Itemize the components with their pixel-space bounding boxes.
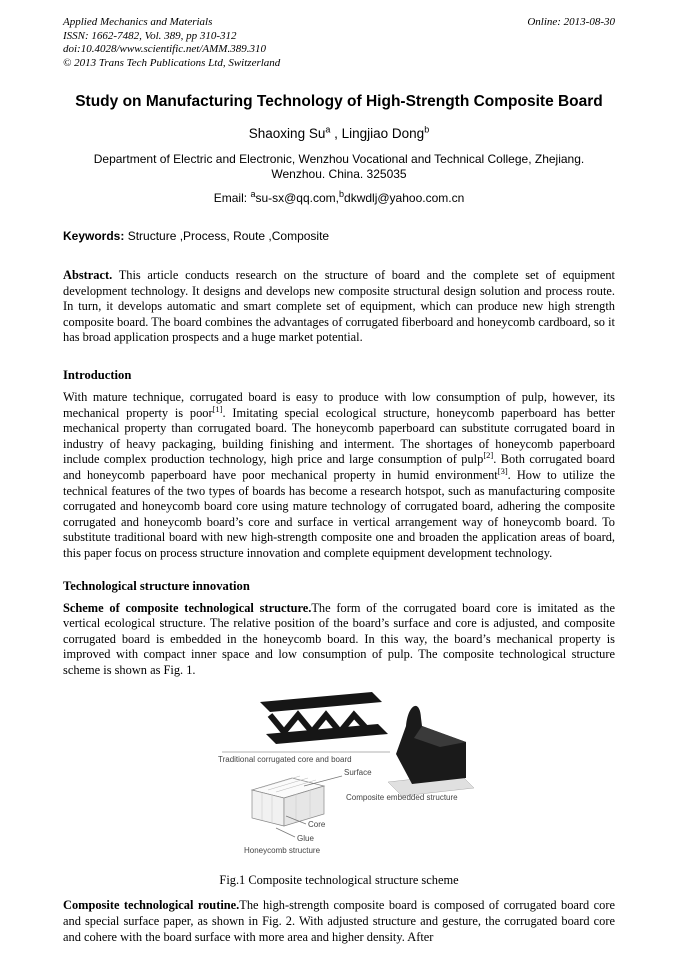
citation-ref-3: [3] bbox=[497, 465, 508, 476]
figure-1-caption: Fig.1 Composite technological structure scheme bbox=[219, 873, 459, 888]
abstract-label: Abstract. bbox=[63, 268, 113, 282]
email-a-mark: a bbox=[250, 189, 256, 199]
journal-issn: ISSN: 1662-7482, Vol. 389, pp 310-312 bbox=[63, 29, 237, 42]
journal-name: Applied Mechanics and Materials bbox=[63, 16, 213, 28]
scheme-text: The form of the corrugated board core is imitated as the vertical ecological structure. The relative position of the board’s surface and core is adjusted, and composite corrugated board is embedded in the honeycomb board. In this way, the board’s mechanical property is improved with compact inner space and low consumption of pulp. The composite technological structure scheme is shown as Fig. 1. bbox=[63, 600, 615, 677]
email-b-mark: b bbox=[339, 189, 345, 199]
corrugated-board-illustration bbox=[222, 692, 390, 752]
intro-text-3: . Both corrugated board and honeycomb paperboard have poor mechanical property in humid environment bbox=[63, 452, 615, 482]
online-date: Online: 2013-08-30 bbox=[527, 16, 615, 28]
section-heading-tech-structure: Technological structure innovation bbox=[63, 578, 250, 593]
figure-label-traditional: Traditional corrugated core and board bbox=[218, 755, 352, 765]
citation-ref-1: [1] bbox=[212, 403, 223, 414]
journal-copyright: © 2013 Trans Tech Publications Ltd, Switzerland bbox=[63, 56, 281, 69]
routine-text: The high-strength composite board is composed of corrugated board core and special surface paper, as shown in Fig. 2. With adjusted structure and gesture, the corrugated board core and cohere with the board surface with more area and higher density. After bbox=[63, 898, 615, 944]
figure-1-illustration bbox=[174, 686, 504, 858]
abstract-text: This article conducts research on the structure of board and the complete set of equipment development technology. It designs and develops new composite structural design solution and process route. In turn, it develops automatic and smart complete set of equipment, which can produce new high strength composite board. The board combines the advantages of corrugated fiberboard and honeycomb cardboard, so it has broad application prospects and a huge market potential. bbox=[63, 268, 615, 345]
section-heading-introduction: Introduction bbox=[63, 367, 132, 382]
honeycomb-box-illustration bbox=[252, 776, 342, 837]
routine-paragraph bbox=[63, 898, 615, 945]
citation-ref-2: [2] bbox=[483, 450, 494, 461]
abstract-paragraph bbox=[63, 268, 615, 346]
author-1-name: Shaoxing Su bbox=[248, 126, 326, 141]
author-1-affil-mark: a bbox=[325, 124, 331, 135]
figure-label-surface: Surface bbox=[344, 768, 372, 778]
keywords-label: Keywords: bbox=[63, 229, 125, 243]
affiliation-line-2: Wenzhou. China. 325035 bbox=[271, 167, 407, 181]
author-2-affil-mark: b bbox=[424, 124, 430, 135]
figure-1 bbox=[174, 686, 504, 858]
intro-text-4: . How to utilize the technical features of the two types of boards has become a research hotspot, such as manufacturing composite corrugated and honeycomb board core using mature technology of corrugated board, adhering the composite corrugated and honeycomb board’s core and surface in vertical arrangement way of honeycomb board. To substitute traditional board with new high-strength composite one and broaden the application areas of board, this paper focus on process structure innovation and complete equipment development technology. bbox=[63, 467, 615, 560]
intro-text-1: With mature technique, corrugated board is easy to produce with low consumption of pulp, however, its mechanical property is poor bbox=[63, 389, 615, 420]
paper-title: Study on Manufacturing Technology of High-Strength Composite Board bbox=[75, 93, 603, 110]
scheme-lead-label: Scheme of composite technological structure. bbox=[63, 600, 312, 615]
email-line bbox=[63, 191, 615, 205]
author-2-name: Lingjiao Dong bbox=[341, 126, 425, 141]
introduction-paragraph bbox=[63, 390, 615, 562]
figure-label-glue: Glue bbox=[297, 834, 314, 844]
keywords-text: Structure ,Process, Route ,Composite bbox=[124, 229, 330, 243]
figure-label-honeycomb: Honeycomb structure bbox=[244, 846, 321, 856]
email-address-b: dkwdlj@yahoo.com.cn bbox=[344, 191, 465, 205]
journal-doi: doi:10.4028/www.scientific.net/AMM.389.310 bbox=[63, 43, 266, 55]
affiliation-line-1: Department of Electric and Electronic, Wenzhou Vocational and Technical College, Zhejiang. bbox=[93, 152, 585, 166]
email-address-a: su-sx@qq.com, bbox=[255, 191, 339, 205]
authors-separator: , bbox=[330, 126, 342, 141]
figure-label-core: Core bbox=[308, 820, 326, 830]
affiliation bbox=[63, 152, 615, 182]
journal-header-left bbox=[63, 16, 280, 70]
keywords-line bbox=[63, 229, 615, 243]
journal-header bbox=[63, 16, 615, 70]
routine-lead-label: Composite technological routine. bbox=[63, 898, 240, 913]
email-label: Email: bbox=[213, 191, 251, 205]
scheme-paragraph bbox=[63, 601, 615, 679]
authors-line bbox=[63, 126, 615, 141]
composite-structure-illustration bbox=[388, 706, 474, 796]
figure-label-composite: Composite embedded structure bbox=[346, 793, 458, 803]
intro-text-2: . Imitating special ecological structure, honeycomb paperboard has better mechanical property than corrugated board. The honeycomb paperboard can substitute corrugated board in industry of heavy packaging, building finishing and interment. The shortages of honeycomb paperboard include complex production technology, high price and large consumption of pulp bbox=[63, 405, 615, 467]
